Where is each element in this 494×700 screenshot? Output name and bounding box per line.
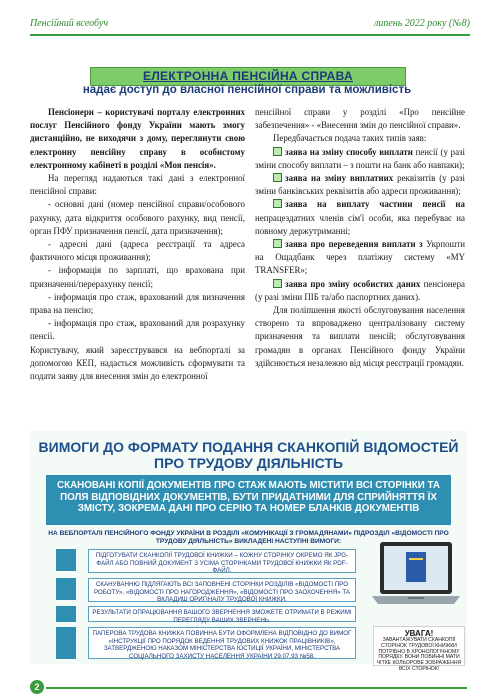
col2-start: пенсійної справи у розділі «Про пенсійне забезпечення» - «Внесення змін до пенсійної справи». (255, 107, 465, 131)
checkbox-bullet-icon (273, 173, 282, 182)
attention-note (373, 626, 465, 672)
header-issue-date: липень 2022 року (№8) (373, 18, 470, 29)
infographic-title: ВИМОГИ ДО ФОРМАТУ ПОДАННЯ СКАНКОПІЙ ВІДОМОСТЕЙ ПРО ТРУДОВУ ДІЯЛЬНІСТЬ (38, 439, 459, 471)
requirement-item: СКАНУВАННЮ ПІДЛЯГАЮТЬ ВСІ ЗАПОВНЕНІ СТОРІНКИ РОЗДІЛІВ «ВІДОМОСТІ ПРО РОБОТУ», «ВІДОМОСТІ ПРО НАГОРОДЖЕННЯ», «ВІДОМОСТІ ПРО ЗАОХОЧЕННЯ» ТА ВКЛАДИШ ОРИГІНАЛУ ТРУДОВОЇ КНИЖКИ. (88, 578, 356, 602)
footer-rule (46, 687, 467, 689)
application-item: заява про переведення виплати з Укрпошти на Ощадбанк через платіжну систему «MY TRANSFER»; (255, 239, 465, 276)
requirements-infographic (30, 431, 467, 672)
page-number: 2 (30, 680, 44, 694)
closing-paragraph: Для поліпшення якості обслуговування населення створено та впроваджено централізовану систему призначення та виплати пенсій; обслуговування громадян в органах Пенсійного фонду України здійснюється незалежно від місця реєстрації громадян. (255, 305, 465, 368)
application-item: заява про зміну особистих даних пенсіонера (у разі зміни ПІБ та/або паспортних даних). (255, 278, 465, 302)
infographic-banner: СКАНОВАНІ КОПІЇ ДОКУМЕНТІВ ПРО СТАЖ МАЮТЬ МІСТИТИ ВСІ СТОРІНКИ ТА ПОЛЯ ВІДПОВІДНИХ ДОКУМЕНТІВ, БУТИ ПРИДАТНИМИ ДЛЯ СПРИЙНЯТТЯ ЇХ ЗМІСТУ, ЗОКРЕМА ДАНІ ПРО СЕРІЮ ТА НОМЕР БЛАНКІВ ДОКУМЕНТІВ (46, 475, 451, 525)
item-marker (56, 627, 76, 659)
article-subtitle: надає доступ до власної пенсійної справи та можливість (82, 84, 412, 96)
view-item: - інформація про стаж, врахований для визначення права на пенсію; (30, 291, 245, 316)
checkbox-bullet-icon (273, 199, 282, 208)
application-item: заява на зміну виплатних реквізитів (у разі зміни банківських реквізитів або адреси проживання); (255, 173, 465, 197)
application-item: заява на виплату частини пенсії на непрацездатних членів сім'ї особи, яка перебуває на повному держутриманні; (255, 199, 465, 236)
intro-paragraph: Пенсіонери – користувачі порталу електронних послуг Пенсійного фонду України мають змогу дистанційно, не виходячи з дому, переглянути свою електронну пенсійну справу в особистому електронному кабінеті в розділі «Моя пенсія». (30, 107, 245, 170)
view-item: - основні дані (номер пенсійної справи/особового рахунку, дата відкриття особового рахунку, вид пенсії, орган ПФУ призначення пенсії, дата призначення); (30, 199, 245, 236)
laptop-with-workbook-icon (368, 538, 464, 618)
checkbox-bullet-icon (273, 239, 282, 248)
registered-paragraph: Користувачу, який зареєструвався на вебпорталі за допомогою КЕП, надається можливість сформувати та подати заяву для внесення змін до електронної (30, 344, 245, 382)
attention-text: ЗАВАНТАЖУВАТИ СКАНКОПІЇ СТОРІНОК ТРУДОВОЇ КНИЖКИ ПОТРІБНО В ХРОНОЛОГІЧНОМУ ПОРЯДКУ. ВОНИ ПОВИННІ МАТИ ЧІТКЕ КОЛЬОРОВЕ ЗОБРАЖЕННЯ ВСІХ СТОРІНОК! (376, 637, 462, 672)
view-item: - адресні дані (адреса реєстрації та адреса фактичного місця проживання); (30, 239, 245, 263)
item-marker (56, 549, 76, 571)
view-item: - інформація по зарплаті, що врахована при призначенні/перерахунку пенсії; (30, 265, 245, 289)
text-column-right (255, 106, 465, 370)
requirement-item: РЕЗУЛЬТАТИ ОПРАЦЮВАННЯ ВАШОГО ЗВЕРНЕННЯ ЗМОЖЕТЕ ОТРИМАТИ В РЕЖИМІ ПЕРЕГЛЯДУ ВАШИХ ЗВЕРНЕНЬ. (88, 606, 356, 622)
checkbox-bullet-icon (273, 147, 282, 156)
application-item: заява на зміну способу виплати пенсії (у разі зміни способу виплати – з пошти на банк або навпаки); (255, 146, 465, 170)
article-title: ЕЛЕКТРОННА ПЕНСІЙНА СПРАВА (90, 67, 406, 86)
view-item: - інформація про стаж, врахований для розрахунку пенсії. (30, 318, 245, 342)
item-marker (56, 578, 76, 600)
webportal-note: НА ВЕБПОРТАЛІ ПЕНСІЙНОГО ФОНДУ УКРАЇНИ В РОЗДІЛІ «КОМУНІКАЦІЇ З ГРОМАДЯНАМИ» ПІДРОЗДІЛ «ВІДОМОСТІ ПРО ТРУДОВУ ДІЯЛЬНІСТЬ» ВИКЛАДЕНІ НАСТУПНІ ВИМОГИ: (48, 530, 449, 545)
text-column-left (30, 106, 245, 383)
requirement-item: ПІДГОТУВАТИ СКАНКОПІЇ ТРУДОВОЇ КНИЖКИ – КОЖНУ СТОРІНКУ ОКРЕМО ЯК JPG-ФАЙЛ АБО ПОВНИЙ ДОКУМЕНТ З УСІМА СТОРІНКАМИ ТРУДОВОЇ КНИЖКИ ЯК PDF-ФАЙЛ. (88, 549, 356, 573)
checkbox-bullet-icon (273, 279, 282, 288)
view-intro: На перегляд надаються такі дані з електронної пенсійної справи: (30, 173, 245, 197)
apps-intro: Передбачається подача таких типів заяв: (273, 133, 427, 144)
requirement-item: ПАПЕРОВА ТРУДОВА КНИЖКА ПОВИННА БУТИ ОФОРМЛЕНА ВІДПОВІДНО ДО ВИМОГ «ІНСТРУКЦІЇ ПРО ПОРЯДОК ВЕДЕННЯ ТРУДОВИХ КНИЖОК ПРАЦІВНИКІВ», ЗАТВЕРДЖЕНОЮ НАКАЗОМ МІНІСТЕРСТВА ЮСТИЦІЇ УКРАЇНИ, МІНІСТЕРСТВА СОЦІАЛЬНОГО ЗАХИСТУ НАСЕЛЕННЯ УКРАЇНИ 29.07.93 №58. (88, 627, 356, 659)
page-header (30, 16, 470, 36)
item-marker (56, 606, 76, 622)
attention-title: УВАГА! (404, 629, 434, 638)
header-section-name: Пенсійний всеобуч (30, 18, 109, 29)
